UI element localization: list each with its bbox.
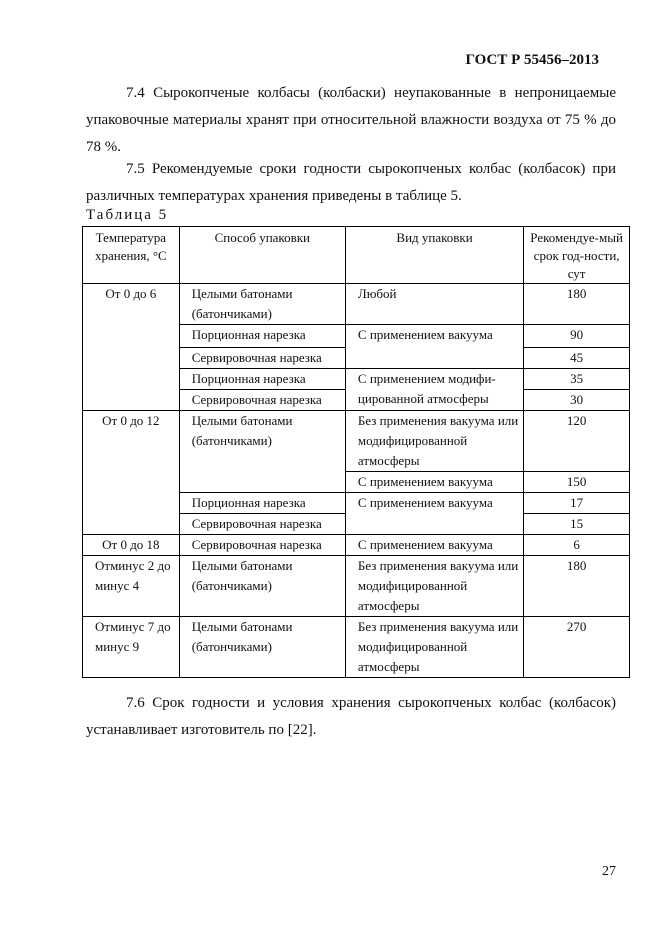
cell-method: Целыми батонами (батончиками) (179, 411, 345, 493)
cell-packaging: С применением вакуума (345, 493, 523, 535)
page-number: 27 (602, 864, 616, 879)
cell-temperature: Отминус 2 до минус 4 (83, 556, 180, 617)
cell-method: Целыми батонами (батончиками) (179, 284, 345, 325)
cell-method: Порционная нарезка (179, 325, 345, 348)
storage-table (82, 226, 630, 678)
header-shelf-life: Рекомендуе-мый срок год-ности, сут (524, 227, 630, 284)
cell-packaging: С применением вакуума (345, 535, 523, 556)
cell-shelf-life: 120 (524, 411, 630, 472)
cell-method: Сервировочная нарезка (179, 390, 345, 411)
cell-shelf-life: 180 (524, 284, 630, 325)
paragraph-7-4: 7.4 Сырокопченые колбасы (колбаски) неупакованные в непроницаемые упаковочные материалы хранят при относительной влажности воздуха от 75 % до 78 %. (86, 85, 616, 155)
cell-shelf-life: 35 (524, 369, 630, 390)
cell-shelf-life: 90 (524, 325, 630, 348)
cell-temperature: Отминус 7 до минус 9 (83, 617, 180, 678)
paragraph-7-5: 7.5 Рекомендуемые сроки годности сырокопченых колбас (колбасок) при различных температурах хранения приведены в таблице 5. (86, 161, 616, 204)
cell-shelf-life: 30 (524, 390, 630, 411)
cell-method: Целыми батонами (батончиками) (179, 617, 345, 678)
cell-method: Сервировочная нарезка (179, 535, 345, 556)
header-packaging-type: Вид упаковки (345, 227, 523, 284)
table-header-row (83, 227, 630, 284)
table-row (83, 411, 630, 472)
table-row (83, 556, 630, 617)
table-caption: Таблица 5 (86, 207, 169, 223)
paragraph-7-6: 7.6 Срок годности и условия хранения сырокопченых колбас (колбасок) устанавливает изготовитель по [22]. (86, 695, 616, 738)
cell-shelf-life: 45 (524, 348, 630, 369)
cell-shelf-life: 180 (524, 556, 630, 617)
header-packaging-method: Способ упаковки (179, 227, 345, 284)
cell-method: Целыми батонами (батончиками) (179, 556, 345, 617)
cell-packaging: С применением вакуума (345, 325, 523, 369)
cell-method: Порционная нарезка (179, 493, 345, 514)
cell-shelf-life: 6 (524, 535, 630, 556)
cell-shelf-life: 17 (524, 493, 630, 514)
cell-method: Сервировочная нарезка (179, 514, 345, 535)
cell-packaging: С применением вакуума (345, 472, 523, 493)
cell-packaging: С применением модифи-цированной атмосферы (345, 369, 523, 411)
cell-packaging: Без применения вакуума или модифицированной атмосферы (345, 411, 523, 472)
table-row (83, 284, 630, 325)
table-row (83, 617, 630, 678)
header-temperature: Температура хранения, °С (83, 227, 180, 284)
cell-method: Сервировочная нарезка (179, 348, 345, 369)
cell-shelf-life: 15 (524, 514, 630, 535)
table-row (83, 535, 630, 556)
cell-temperature: От 0 до 12 (83, 411, 180, 535)
cell-shelf-life: 150 (524, 472, 630, 493)
cell-packaging: Без применения вакуума или модифицированной атмосферы (345, 617, 523, 678)
document-header: ГОСТ Р 55456–2013 (465, 52, 599, 68)
cell-temperature: От 0 до 18 (83, 535, 180, 556)
cell-method: Порционная нарезка (179, 369, 345, 390)
cell-packaging: Любой (345, 284, 523, 325)
cell-temperature: От 0 до 6 (83, 284, 180, 411)
cell-shelf-life: 270 (524, 617, 630, 678)
cell-packaging: Без применения вакуума или модифицированной атмосферы (345, 556, 523, 617)
